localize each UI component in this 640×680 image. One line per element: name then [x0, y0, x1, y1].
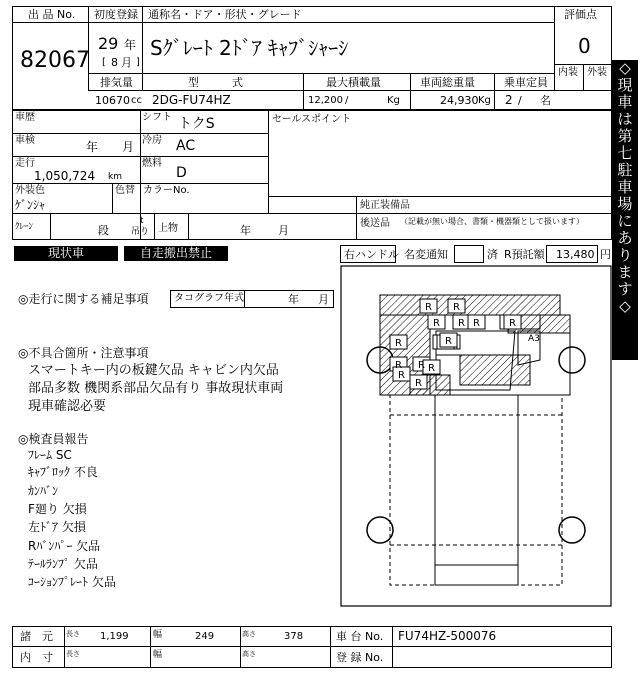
genuine-equipment-label: 純正装備品 [360, 200, 410, 211]
r-mark: R [445, 336, 452, 347]
mileage-unit: km [108, 172, 122, 182]
model-code: 2DG-FU74HZ [152, 93, 231, 107]
lot-no: 82067 [20, 48, 90, 73]
score-label: 評価点 [564, 8, 597, 21]
defect-line: スマートキー内の板鍵欠品 キャビン内欠品 [28, 363, 279, 378]
r-mark: R [418, 360, 425, 371]
r-mark: R [458, 318, 465, 329]
r-mark: R [395, 360, 402, 371]
width: 249 [195, 631, 215, 642]
inner-length-label: 長さ [66, 650, 80, 658]
first-reg-label: 初度登録 [94, 8, 138, 21]
inspector-line: ｺｰｼｮﾝﾌﾟﾚｰﾄ 欠品 [28, 575, 116, 589]
defect-line: 現車確認必要 [28, 399, 107, 414]
r-mark: R [509, 318, 516, 329]
truck-diagram [340, 265, 612, 607]
mileage-label: 走行 [15, 158, 35, 169]
recycle-deposit: 13,480 [556, 248, 595, 261]
recycle-unit: 円 [600, 248, 611, 261]
capacity: 2 [505, 93, 513, 107]
color-label: 外装色 [15, 185, 45, 196]
first-reg-month: 8 [111, 56, 118, 69]
inspector-line: ﾃｰﾙﾗﾝﾌﾟ 欠品 [28, 557, 98, 571]
max-load: 12,200 [308, 95, 343, 106]
lot-no-label: 出 品 No. [28, 8, 76, 21]
max-load-sep: / [345, 95, 349, 106]
dims-label: 諸 元 [20, 630, 53, 643]
displacement: 10670 [95, 94, 130, 107]
upper-year-unit: 年 [240, 224, 251, 237]
inspection-year-unit: 年 [86, 140, 99, 154]
gross-weight: 24,930 [440, 94, 479, 107]
max-load-unit: Kg [387, 95, 400, 106]
inspection-month-unit: 月 [122, 140, 135, 154]
inner-width-label: 幅 [153, 650, 163, 660]
inner-height-label: 高さ [242, 650, 256, 658]
after-equipment-label: 後送品 [360, 218, 390, 229]
color: ｹﾞﾝｼｬ [15, 198, 46, 212]
history-label: 車歴 [15, 112, 35, 123]
model-name-label: 通称名・ドア・形状・グレード [148, 8, 302, 21]
height-label: 高さ [242, 630, 256, 638]
crane-unit1: 段 [98, 224, 109, 237]
capacity-sep: / [518, 94, 522, 107]
aircon-label: 冷房 [142, 135, 162, 146]
inspector-line: Rﾊﾞﾝﾊﾟｰ 欠品 [28, 539, 101, 553]
recycle-deposit-label: R預託額 [504, 248, 545, 261]
height: 378 [284, 631, 304, 642]
model-name: Sｸﾞﾚｰﾄ 2ﾄﾞｱ ｷｬﾌﾞｼｬｰｼ [150, 36, 349, 60]
inspector-line: ｷｬﾌﾞﾛｯｸ 不良 [28, 465, 98, 479]
model-code-label: 型 式 [188, 76, 243, 89]
exterior-label: 外装 [587, 67, 607, 78]
chassis: FU74HZ-500076 [398, 629, 497, 643]
max-load-label: 最大積載量 [326, 76, 381, 89]
gross-weight-unit: Kg [478, 95, 491, 106]
inspector-line: 左ﾄﾞｱ 欠損 [28, 520, 86, 534]
defects-title: ◎不具合箇所・注意事項 [18, 346, 149, 360]
sales-point-label: セールスポイント [272, 114, 352, 125]
name-change-label: 名変通知 [404, 248, 448, 261]
crane-unit2-top: t [140, 216, 144, 226]
current-state-badge: 現状車 [14, 246, 118, 261]
shift-label: シフト [142, 112, 172, 123]
r-mark: R [473, 318, 480, 329]
inspection-label: 車検 [15, 135, 35, 146]
right-handle: 右ハンドル [344, 248, 399, 261]
tacho-year-unit: 年 [288, 293, 299, 306]
defect-line: 部品多数 機関系部品欠品有り 事故現状車両 [28, 381, 284, 396]
inspector-line: F廻り 欠損 [28, 502, 87, 516]
inspector-line: ｶﾝﾊﾞﾝ [28, 484, 59, 498]
r-mark: R [395, 338, 402, 349]
inner-label: 内 寸 [20, 651, 53, 664]
notice-sidebar: ◇ 現 車 は 第 七 駐 車 場 に あ り ま す ◇ [612, 60, 638, 360]
a3-mark: A3 [528, 334, 540, 344]
r-mark: R [428, 363, 435, 374]
length-label: 長さ [66, 630, 80, 638]
length: 1,199 [100, 631, 129, 642]
inspector-title: ◎検査員報告 [18, 432, 89, 446]
crane-label: ｸﾚｰﾝ [15, 222, 34, 232]
capacity-label: 乗車定員 [504, 76, 548, 89]
driving-supplement-title: ◎走行に関する補足事項 [18, 292, 149, 306]
r-mark: R [433, 318, 440, 329]
no-self-driving-badge: 自走搬出禁止 [124, 246, 228, 261]
name-change-checkbox[interactable] [454, 245, 484, 263]
crane-unit2: 吊り [131, 227, 150, 237]
color-change-label: 色替 [115, 185, 135, 196]
aircon: AC [176, 138, 196, 154]
fuel-label: 燃料 [142, 158, 162, 169]
recycle-label: 済 [487, 248, 498, 261]
shift: トクS [178, 116, 215, 132]
width-label: 幅 [153, 630, 163, 640]
color-code-label: カラーNo. [143, 185, 190, 196]
after-equipment-note: （記載が無い場合、書類・機器類として扱います） [400, 217, 584, 226]
r-mark: R [453, 302, 460, 313]
chassis-label: 車 台 No. [336, 630, 384, 643]
upper-month-unit: 月 [278, 224, 289, 237]
r-mark: R [398, 370, 405, 381]
displacement-label: 排気量 [100, 76, 133, 89]
upper-label: 上物 [158, 223, 178, 234]
r-mark: R [425, 302, 432, 313]
tacho-month-unit: 月 [318, 293, 329, 306]
mileage: 1,050,724 [34, 169, 96, 183]
score: 0 [578, 34, 591, 58]
inspector-line: ﾌﾚｰﾑ SC [28, 448, 72, 462]
capacity-unit: 名 [540, 94, 551, 107]
tacho-label: タコグラフ年式 [174, 293, 244, 304]
first-reg-year: 29 [98, 34, 119, 53]
gross-weight-label: 車両総重量 [420, 76, 475, 89]
fuel: D [176, 165, 187, 181]
r-mark: R [415, 378, 422, 389]
first-reg-year-unit: 年 [124, 38, 137, 52]
reg-label: 登 録 No. [336, 651, 384, 664]
interior-label: 内装 [558, 67, 578, 78]
first-reg-month-unit: 月 [121, 56, 132, 69]
displacement-unit: cc [131, 95, 142, 106]
